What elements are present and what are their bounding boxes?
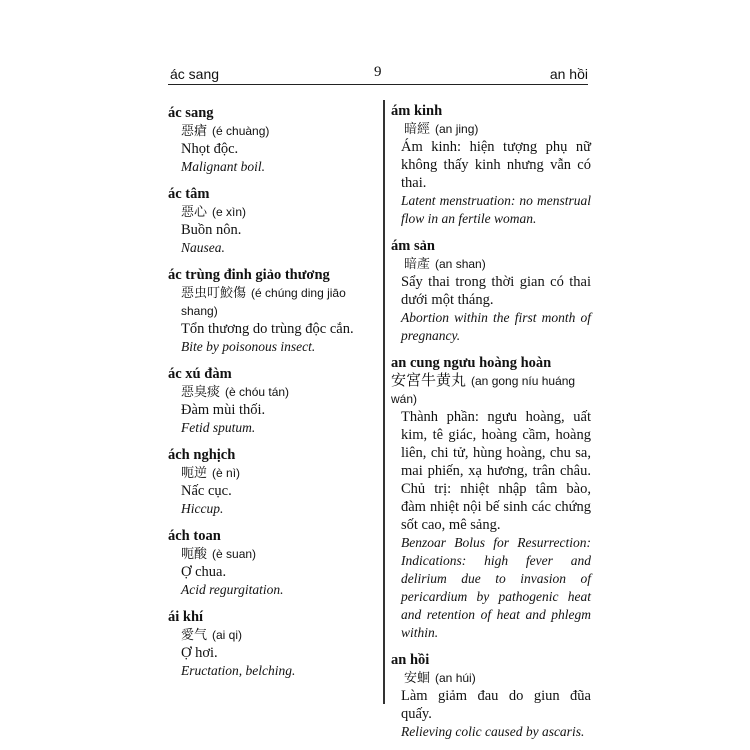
pinyin: (an húi) bbox=[435, 671, 476, 685]
english-definition: Bite by poisonous insect. bbox=[181, 339, 316, 354]
chinese-characters: 安蛔 bbox=[404, 670, 431, 685]
headword: ách nghịch bbox=[168, 447, 236, 463]
pinyin: (è chóu tán) bbox=[225, 385, 290, 399]
chinese-term bbox=[168, 203, 378, 221]
dictionary-entry bbox=[168, 185, 378, 257]
chinese-term bbox=[391, 372, 591, 408]
headword: ác xú đàm bbox=[168, 366, 232, 382]
pinyin: (an jing) bbox=[435, 122, 479, 136]
chinese-term bbox=[168, 122, 378, 140]
pinyin: (è nì) bbox=[212, 466, 241, 480]
dictionary-entry bbox=[391, 237, 591, 345]
headword: an cung ngưu hoàng hoàn bbox=[391, 355, 552, 371]
english-definition: Relieving colic caused by ascaris. bbox=[401, 724, 585, 739]
pinyin: (è suan) bbox=[212, 547, 257, 561]
running-head-right: an hồi bbox=[549, 66, 588, 82]
chinese-term bbox=[168, 284, 378, 320]
header-rule bbox=[168, 84, 588, 85]
english-definition: Eructation, belching. bbox=[181, 663, 296, 678]
dictionary-entry bbox=[168, 446, 378, 518]
page-number: 9 bbox=[374, 64, 382, 80]
chinese-characters: 呃酸 bbox=[181, 546, 208, 561]
chinese-characters: 暗產 bbox=[404, 256, 431, 271]
chinese-characters: 安宮牛黄丸 bbox=[391, 373, 467, 389]
chinese-term bbox=[391, 120, 591, 138]
dictionary-entry bbox=[168, 608, 378, 680]
vietnamese-definition: Ợ chua. bbox=[181, 564, 227, 580]
chinese-term bbox=[168, 464, 378, 482]
english-definition: Abortion within the first month of pregnancy. bbox=[401, 310, 591, 343]
dictionary-entry bbox=[168, 365, 378, 437]
english-definition: Latent menstruation: no menstrual flow in an fertile woman. bbox=[401, 193, 591, 226]
chinese-term bbox=[168, 626, 378, 644]
chinese-characters: 呃逆 bbox=[181, 465, 208, 480]
pinyin: (e xìn) bbox=[212, 205, 247, 219]
chinese-characters: 愛气 bbox=[181, 627, 208, 642]
vietnamese-definition: Đàm mùi thối. bbox=[181, 402, 266, 418]
headword: ám sản bbox=[391, 238, 435, 254]
chinese-term bbox=[168, 383, 378, 401]
vietnamese-definition: Thành phần: ngưu hoàng, uất kim, tê giác, hoàng cầm, hoàng liên, chi tử, hùng hoàng, chu sa, mai phiến, xạ hương, trân châu. Chủ trị: nhiệt nhập tâm bào, đàm nhiệt nội bế sinh các chứng sốt cao, mê sảng. bbox=[401, 409, 591, 533]
english-definition: Hiccup. bbox=[181, 501, 224, 516]
dictionary-entry bbox=[168, 104, 378, 176]
headword: ách toan bbox=[168, 528, 221, 544]
vietnamese-definition: Tổn thương do trùng độc cắn. bbox=[181, 321, 354, 337]
pinyin: (an gong níu huáng wán) bbox=[391, 374, 576, 406]
dictionary-entry bbox=[391, 354, 591, 642]
headword: ác sang bbox=[168, 105, 214, 121]
vietnamese-definition: Làm giảm đau do giun đũa quấy. bbox=[401, 688, 591, 722]
pinyin: (ai qi) bbox=[212, 628, 243, 642]
chinese-term bbox=[168, 545, 378, 563]
pinyin: (é chúng ding jiāo shang) bbox=[181, 286, 346, 318]
english-definition: Nausea. bbox=[181, 240, 225, 255]
left-column bbox=[168, 104, 378, 689]
english-definition: Acid regurgitation. bbox=[181, 582, 284, 597]
vietnamese-definition: Buồn nôn. bbox=[181, 222, 242, 238]
chinese-term bbox=[391, 255, 591, 273]
vietnamese-definition: Nấc cục. bbox=[181, 483, 232, 499]
headword: an hồi bbox=[391, 652, 430, 668]
english-definition: Fetid sputum. bbox=[181, 420, 256, 435]
headword: ác tâm bbox=[168, 186, 210, 202]
dictionary-entry bbox=[391, 651, 591, 741]
chinese-characters: 惡虫叮鮫傷 bbox=[181, 285, 247, 300]
headword: ác trùng đinh giảo thương bbox=[168, 267, 330, 283]
dictionary-entry bbox=[168, 266, 378, 356]
english-definition: Benzoar Bolus for Resurrection: Indications: high fever and delirium due to invasion of pericardium by pathogenic heat and retention of heat and phlegm within. bbox=[401, 535, 591, 640]
chinese-characters: 惡心 bbox=[181, 204, 208, 219]
vietnamese-definition: Ợ hơi. bbox=[181, 645, 218, 661]
chinese-term bbox=[391, 669, 591, 687]
english-definition: Malignant boil. bbox=[181, 159, 265, 174]
running-head-left: ác sang bbox=[170, 66, 220, 82]
column-divider bbox=[383, 100, 385, 704]
vietnamese-definition: Sẩy thai trong thời gian có thai dưới một tháng. bbox=[401, 274, 591, 308]
headword: ám kinh bbox=[391, 103, 443, 119]
chinese-characters: 惡臭痰 bbox=[181, 384, 221, 399]
right-column bbox=[391, 102, 591, 750]
vietnamese-definition: Nhọt độc. bbox=[181, 141, 239, 157]
chinese-characters: 暗經 bbox=[404, 121, 431, 136]
pinyin: (é chuàng) bbox=[212, 124, 270, 138]
headword: ái khí bbox=[168, 609, 204, 625]
pinyin: (an shan) bbox=[435, 257, 486, 271]
chinese-characters: 惡瘡 bbox=[181, 123, 208, 138]
dictionary-entry bbox=[168, 527, 378, 599]
vietnamese-definition: Ám kinh: hiện tượng phụ nữ không thấy kinh nhưng vẫn có thai. bbox=[401, 139, 591, 191]
dictionary-entry bbox=[391, 102, 591, 228]
